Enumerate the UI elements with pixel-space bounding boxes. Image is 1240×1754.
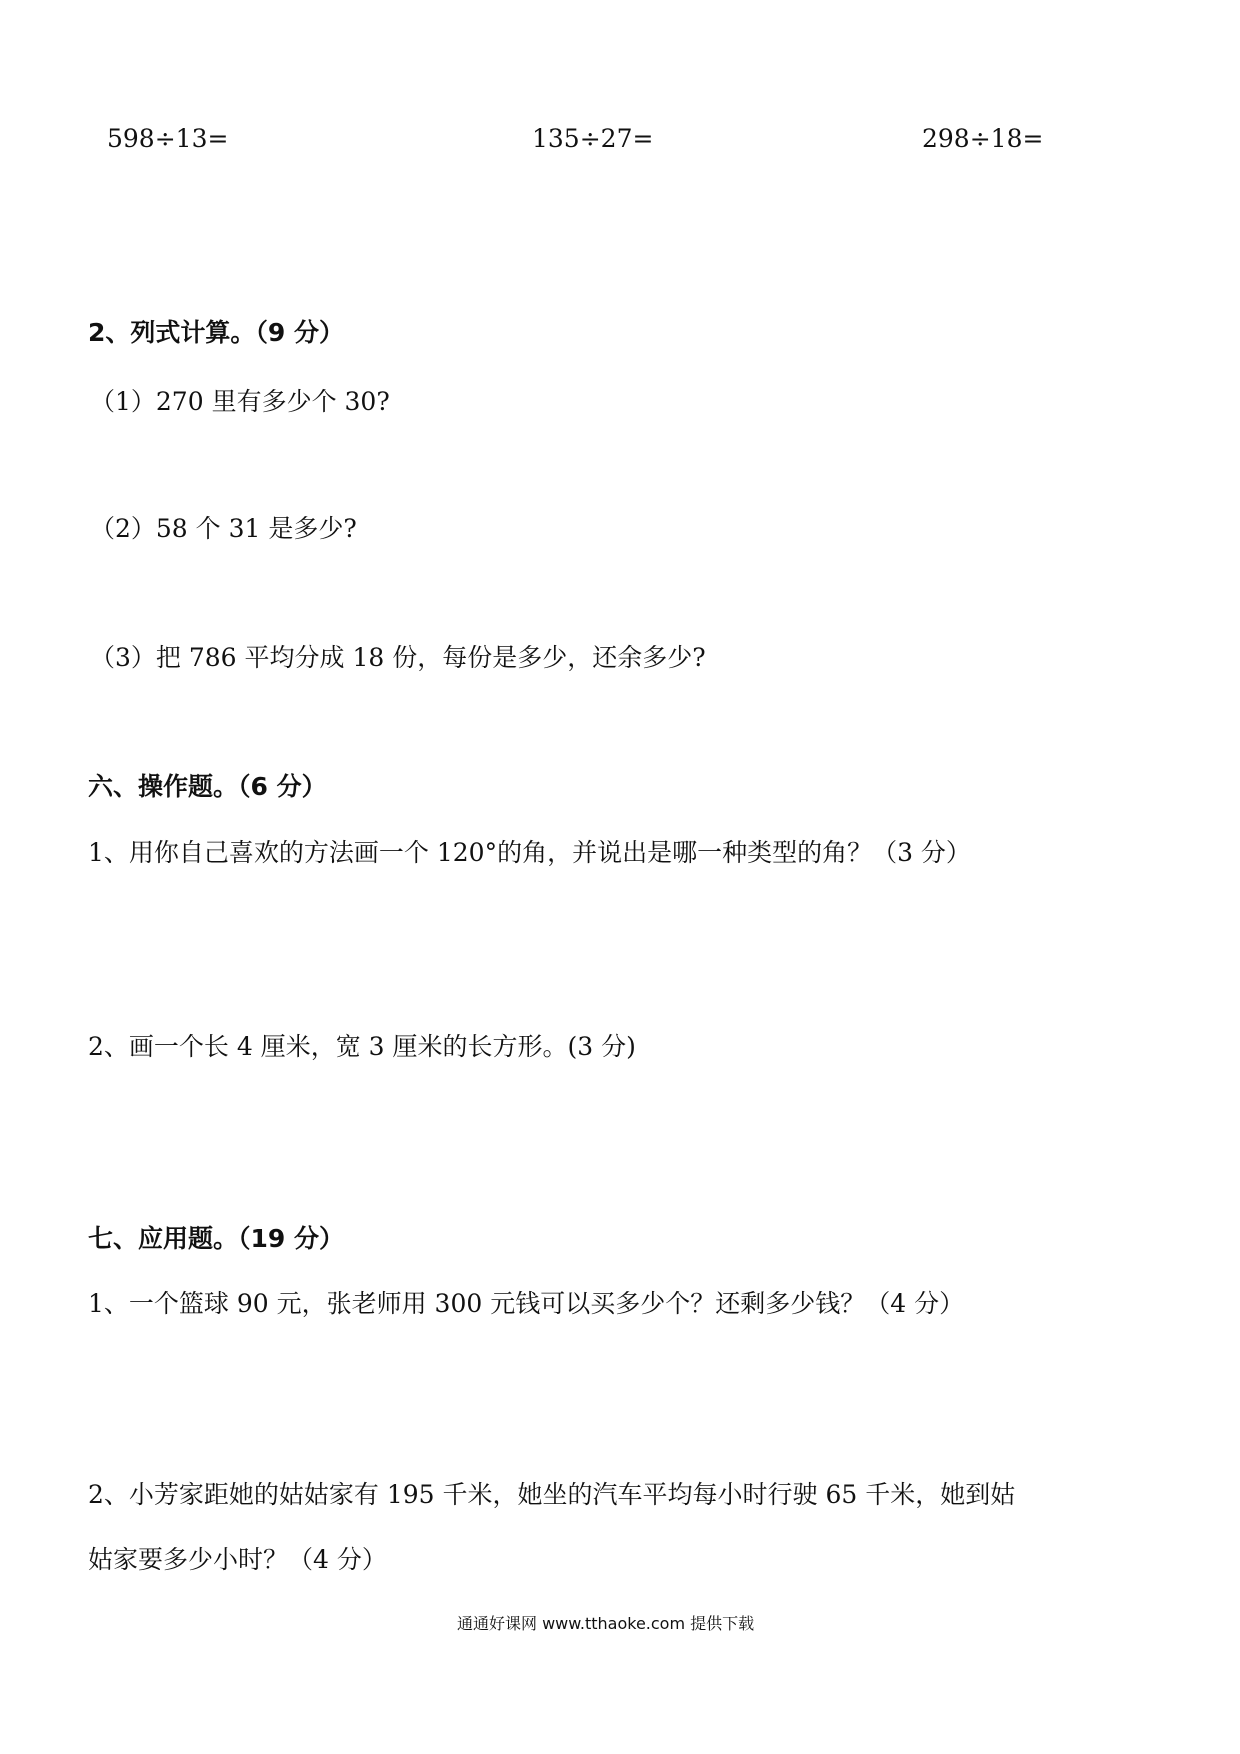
division-problem-1: 598÷13=: [107, 124, 229, 153]
section-7-item-1: 1、一个篮球 90 元，张老师用 300 元钱可以买多少个？还剩多少钱？（4 分）: [88, 1289, 965, 1318]
page-footer: 通通好课网 www.tthaoke.com 提供下载: [457, 1614, 755, 1633]
section-6-item-2: 2、画一个长 4 厘米，宽 3 厘米的长方形。(3 分): [88, 1032, 636, 1061]
division-problem-2: 135÷27=: [532, 124, 654, 153]
section-2-title: 2、列式计算。（9 分）: [88, 318, 344, 347]
division-problem-3: 298÷18=: [922, 124, 1044, 153]
section-7-title: 七、应用题。（19 分）: [88, 1224, 344, 1253]
section-2-item-2: （2）58 个 31 是多少?: [90, 514, 357, 543]
section-2-item-1: （1）270 里有多少个 30?: [90, 387, 390, 416]
section-2-item-3: （3）把 786 平均分成 18 份，每份是多少，还余多少?: [90, 643, 706, 672]
section-6-title: 六、操作题。（6 分）: [88, 772, 327, 801]
section-7-item-2-line-2: 姑家要多少小时？（4 分）: [88, 1545, 387, 1574]
section-7-item-2-line-1: 2、小芳家距她的姑姑家有 195 千米，她坐的汽车平均每小时行驶 65 千米，她到姑: [88, 1480, 1016, 1509]
section-6-item-1: 1、用你自己喜欢的方法画一个 120°的角，并说出是哪一种类型的角？（3 分）: [88, 838, 971, 867]
